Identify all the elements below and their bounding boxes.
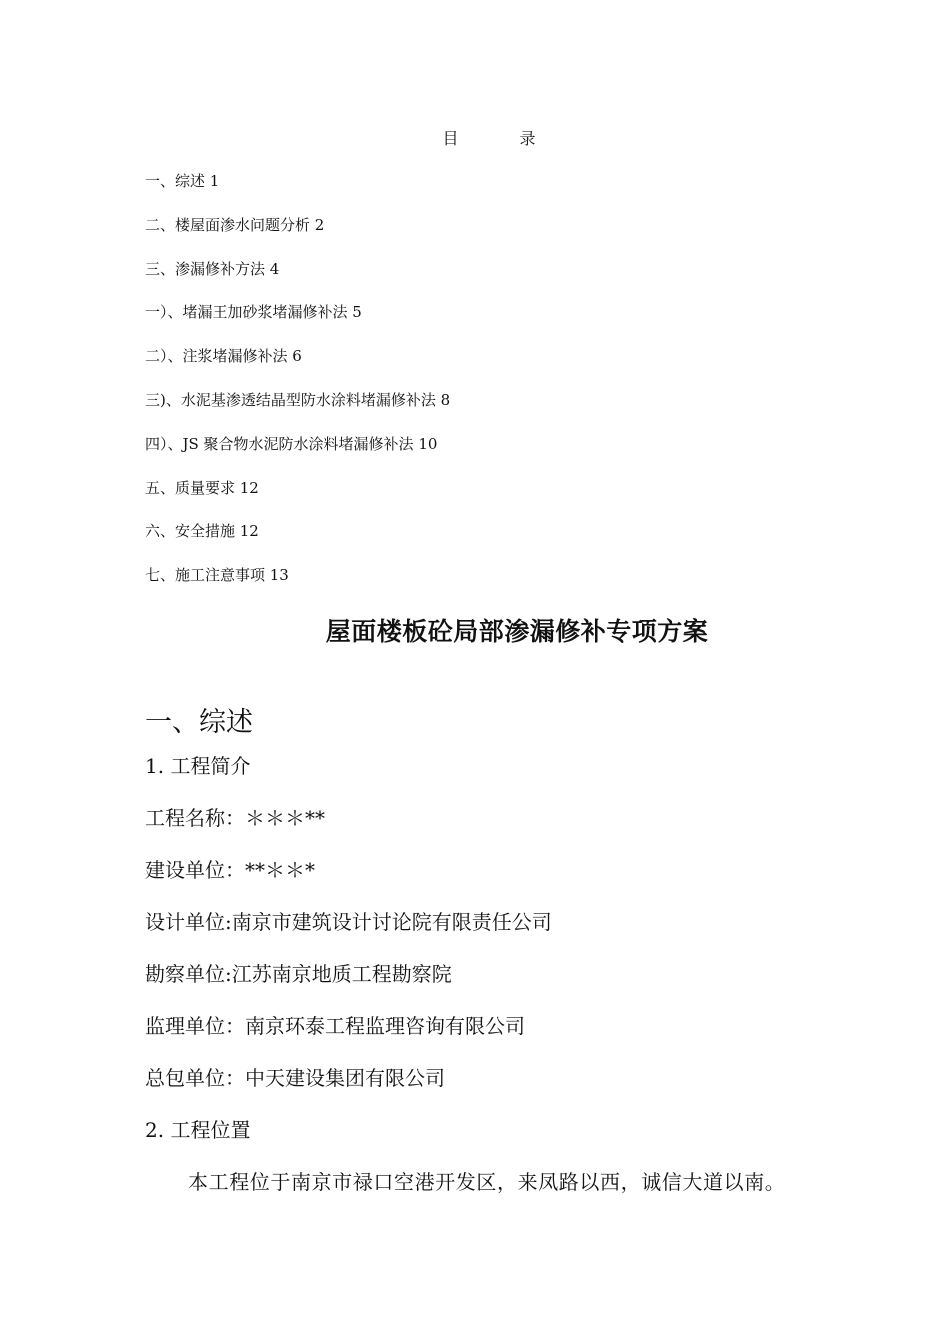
document-title: 屋面楼板砼局部渗漏修补专项方案 (325, 617, 709, 646)
toc-item-2[interactable]: 二、楼屋面渗水问题分析 2 (145, 215, 325, 234)
section-heading-overview: 一、综述 (145, 707, 253, 738)
design-unit-line: 设计单位:南京市建筑设计讨论院有限责任公司 (145, 910, 552, 934)
toc-item-6[interactable]: 三)、水泥基渗透结晶型防水涂料堵漏修补法 8 (145, 390, 451, 409)
toc-item-3[interactable]: 三、渗漏修补方法 4 (145, 259, 280, 278)
construction-unit-line: 建设单位：**＊＊* (145, 858, 315, 882)
toc-item-8[interactable]: 五、质量要求 12 (145, 478, 259, 497)
toc-item-5[interactable]: 二）、注浆堵漏修补法 6 (145, 347, 302, 366)
supervision-unit-line: 监理单位：南京环泰工程监理咨询有限公司 (145, 1014, 525, 1038)
toc-item-10[interactable]: 七、施工注意事项 13 (145, 566, 289, 585)
project-name-line: 工程名称：＊＊＊** (145, 806, 325, 830)
general-contractor-line: 总包单位：中天建设集团有限公司 (145, 1066, 445, 1090)
survey-unit-line: 勘察单位:江苏南京地质工程勘察院 (145, 962, 452, 986)
toc-title: 目 录 (442, 129, 564, 148)
subheading-project-location: 2. 工程位置 (145, 1118, 251, 1142)
table-of-contents (145, 170, 450, 608)
toc-item-1[interactable]: 一、综述 1 (145, 172, 220, 190)
toc-item-7[interactable]: 四）、JS 聚合物水泥防水涂料堵漏修补法 10 (145, 434, 438, 453)
toc-item-4[interactable]: 一）、堵漏王加砂浆堵漏修补法 5 (145, 303, 362, 322)
toc-item-9[interactable]: 六、安全措施 12 (145, 522, 259, 541)
location-paragraph: 本工程位于南京市禄口空港开发区，来凤路以西，诚信大道以南。 (188, 1170, 786, 1194)
subheading-project-intro: 1. 工程简介 (145, 754, 251, 778)
